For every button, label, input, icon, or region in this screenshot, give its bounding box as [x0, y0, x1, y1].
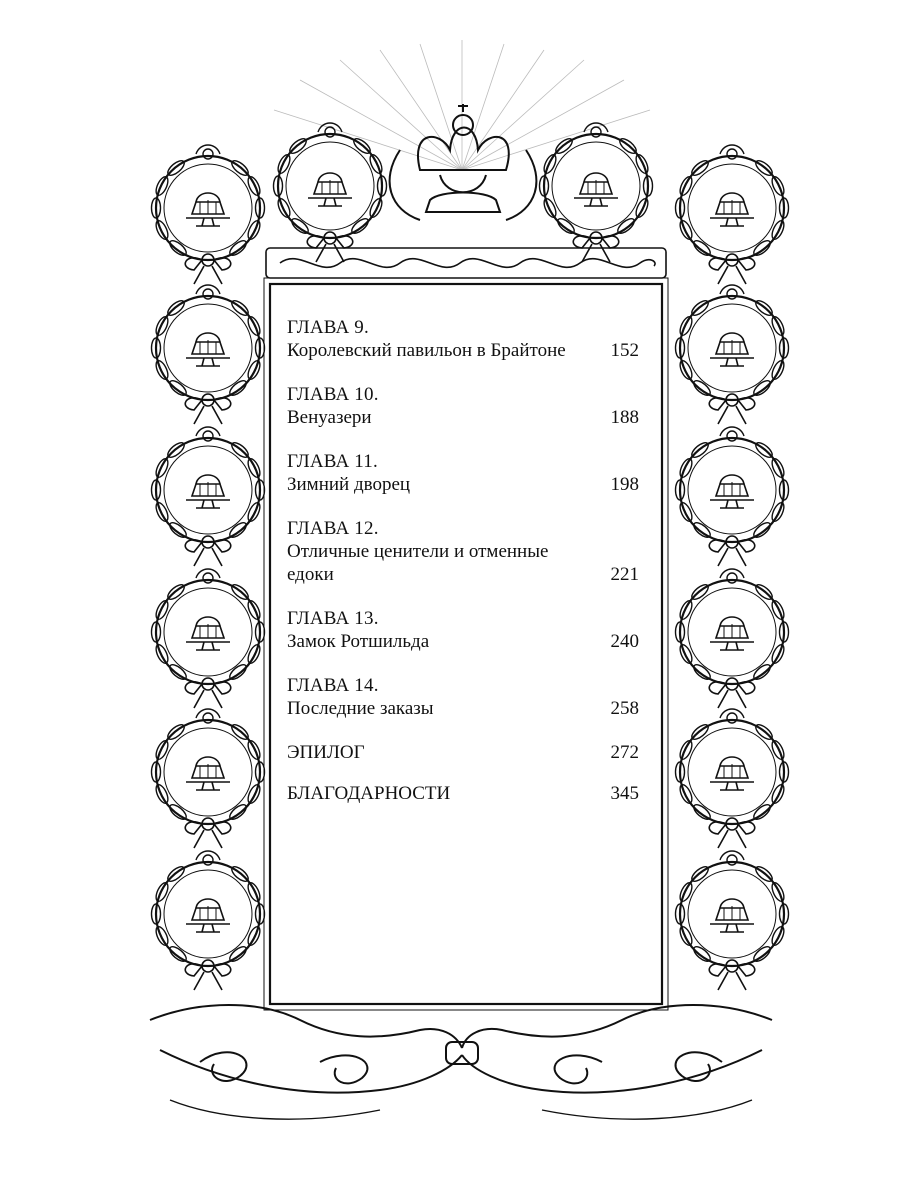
laurel-wreath-icon	[676, 285, 789, 424]
laurel-wreath-icon	[676, 145, 789, 284]
toc-entry	[287, 316, 639, 362]
laurel-wreath-icon	[676, 709, 789, 848]
laurel-wreath-icon	[152, 145, 265, 284]
chapter-label: ГЛАВА 11.	[287, 451, 378, 472]
laurel-wreath-icon	[152, 427, 265, 566]
laurel-wreath-icon	[676, 427, 789, 566]
toc-entry	[287, 517, 639, 586]
page-number: 188	[610, 407, 639, 428]
chapter-title: БЛАГОДАРНОСТИ	[287, 783, 451, 804]
chapter-title: Королевский павильон в Брайтоне	[287, 340, 566, 361]
toc-entry	[287, 607, 639, 653]
toc-entry-acknowledgements	[287, 782, 639, 805]
chapter-label: ГЛАВА 10.	[287, 384, 379, 405]
chapter-label: ГЛАВА 14.	[287, 675, 379, 696]
page-number: 345	[610, 783, 639, 804]
page-number: 258	[610, 698, 639, 719]
laurel-wreath-icon	[152, 851, 265, 990]
table-of-contents	[287, 316, 639, 823]
chapter-title: Последние заказы	[287, 698, 434, 719]
laurel-wreath-icon	[676, 851, 789, 990]
chapter-title: Зимний дворец	[287, 474, 411, 495]
chapter-title: ЭПИЛОГ	[287, 742, 365, 763]
toc-entry	[287, 674, 639, 720]
chapter-label: ГЛАВА 9.	[287, 317, 369, 338]
page-number: 198	[610, 474, 639, 495]
laurel-wreath-icon	[540, 123, 653, 262]
toc-entry	[287, 450, 639, 496]
page-number: 152	[610, 340, 639, 361]
page-number: 240	[610, 631, 639, 652]
laurel-wreath-icon	[676, 569, 789, 708]
chapter-label: ГЛАВА 12.	[287, 518, 379, 539]
laurel-wreath-icon	[274, 123, 387, 262]
toc-entry-epilogue	[287, 741, 639, 764]
laurel-wreath-icon	[152, 285, 265, 424]
toc-panel	[270, 284, 662, 1004]
laurel-wreath-icon	[152, 569, 265, 708]
chapter-label: ГЛАВА 13.	[287, 608, 379, 629]
laurel-wreath-icon	[152, 709, 265, 848]
toc-entry	[287, 383, 639, 429]
chapter-title: Замок Ротшильда	[287, 631, 430, 652]
chapter-title: Отличные ценители и отменные едоки	[287, 541, 549, 585]
eagle-crest-icon	[390, 104, 537, 220]
page-number: 221	[610, 564, 639, 585]
acanthus-scroll-icon	[150, 1005, 772, 1119]
page-number: 272	[610, 742, 639, 763]
chapter-title: Венуазери	[287, 407, 372, 428]
acanthus-scroll-icon	[266, 248, 666, 278]
